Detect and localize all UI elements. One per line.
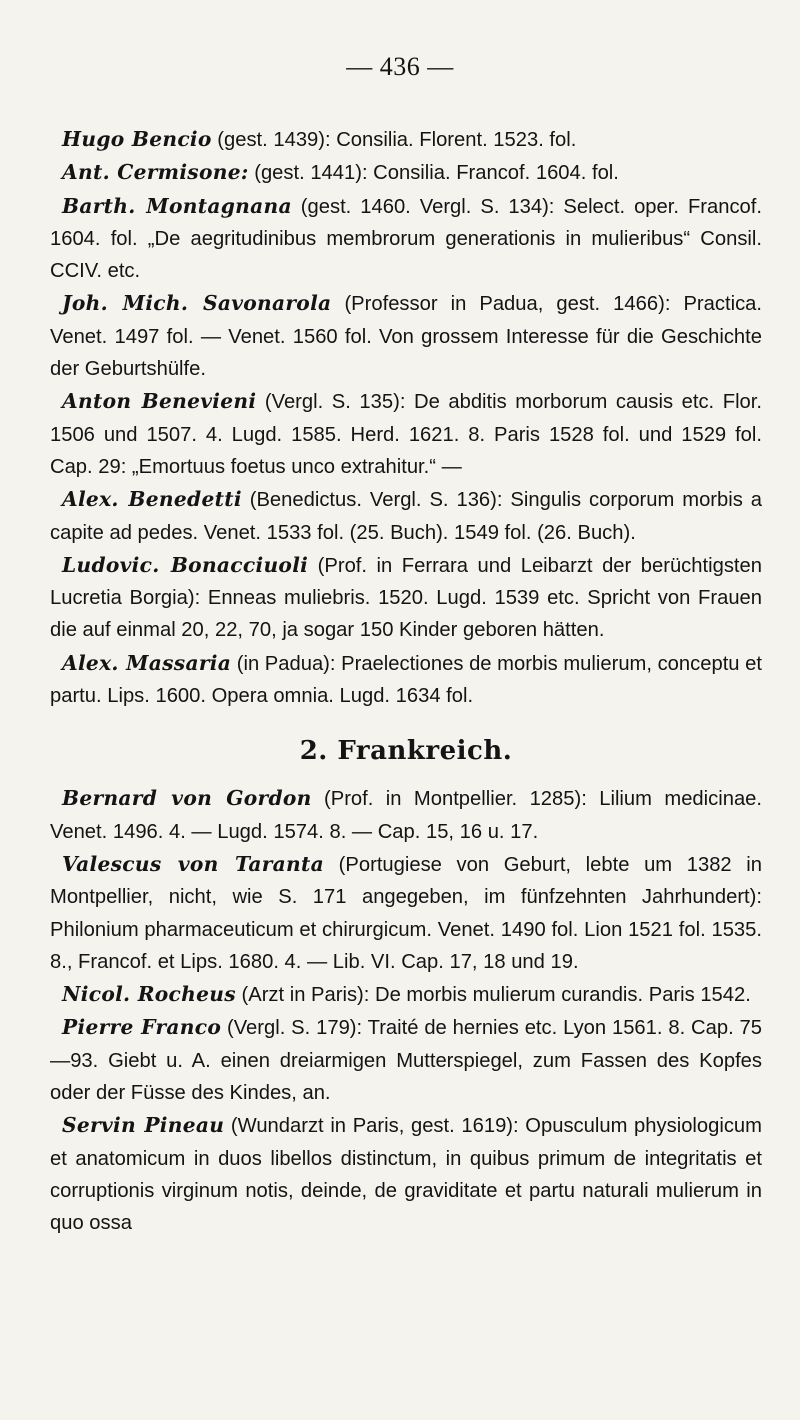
author-name: Barth. Montagnana <box>62 193 292 218</box>
bibliography-entry <box>50 287 762 385</box>
entry-text: (gest. 1441): Consilia. Francof. 1604. fol. <box>248 162 619 185</box>
bibliography-entry <box>50 782 762 848</box>
entry-text: (Vergl. S. 135): De abditis morborum causis etc. Flor. 1506 und 1507. 4. Lugd. 1585. Herd. 1621. 8. Paris 1528 fol. und 1529 fol. Cap. 29: „Emortuus foetus unco extrahitur.“ — <box>50 391 762 478</box>
entry-text: (Prof. in Ferrara und Leibarzt der berüchtigsten Lucretia Borgia): Enneas muliebris. 1520. Lugd. 1539 etc. Spricht von Frauen die auf einmal 20, 22, 70, ja sogar 150 Kinder geboren hätten. <box>50 554 762 642</box>
bibliography-entry <box>50 1109 762 1239</box>
entries <box>50 123 762 1240</box>
bibliography-entry <box>50 190 762 288</box>
entry-text: (Vergl. S. 179): Traité de hernies etc. Lyon 1561. 8. Cap. 75—93. Giebt u. A. einen dreiarmigen Mutterspiegel, zum Fassen des Kopfes oder der Füsse des Kindes, an. <box>50 1017 763 1105</box>
author-name: Bernard von Gordon <box>62 786 312 811</box>
author-name: Pierre Franco <box>62 1015 222 1040</box>
french-authors-list <box>50 782 762 1239</box>
bibliography-entry <box>50 123 762 156</box>
bibliography-entry <box>50 549 762 647</box>
bibliography-entry <box>50 483 762 549</box>
italian-authors-list <box>50 123 762 712</box>
entry-text: (Wundarzt in Paris, gest. 1619): Opusculum physiologicum et anatomicum in duos libellos distinctum, in quibus primum de integritatis et corruptionis virginum notis, deinde, de graviditate et partu naturali mulierum in quo ossa <box>50 1115 762 1235</box>
bibliography-entry <box>50 385 762 483</box>
author-name: Nicol. Rocheus <box>62 982 236 1007</box>
bibliography-entry <box>50 647 762 713</box>
entry-text: (Prof. in Montpellier. 1285): Lilium medicinae. Venet. 1496. 4. — Lugd. 1574. 8. — Cap. 15, 16 u. 17. <box>50 788 763 843</box>
entry-text: (in Padua): Praelectiones de morbis mulierum, conceptu et partu. Lips. 1600. Opera omnia. Lugd. 1634 fol. <box>50 652 762 708</box>
author-name: Alex. Benedetti <box>62 487 242 512</box>
page-number: — 436 — <box>346 52 454 81</box>
entry-text: (Benedictus. Vergl. S. 136): Singulis corporum morbis a capite ad pedes. Venet. 1533 fol. (25. Buch). 1549 fol. (26. Buch). <box>50 489 762 544</box>
bibliography-entry <box>50 848 762 978</box>
entry-text: (Arzt in Paris): De morbis mulierum curandis. Paris 1542. <box>235 984 751 1007</box>
author-name: Ant. Cermisone: <box>62 160 249 185</box>
entry-text: (gest. 1460. Vergl. S. 134): Select. oper. Francof. 1604. fol. „De aegritudinibus membrorum generationis in mulieribus“ Consil. CCIV. etc. <box>50 195 762 283</box>
author-name: Servin Pineau <box>62 1113 225 1138</box>
bibliography-entry <box>50 1011 762 1109</box>
author-name: Alex. Massaria <box>62 650 232 675</box>
bibliography-entry <box>50 978 762 1011</box>
author-name: Valescus von Taranta <box>62 851 325 876</box>
author-name: Hugo Bencio <box>62 127 212 151</box>
author-name: Anton Benevieni <box>62 389 257 414</box>
author-name: Ludovic. Bonacciuoli <box>62 552 309 577</box>
section-heading: 2. Frankreich. <box>299 736 513 767</box>
bibliography-entry <box>50 156 762 189</box>
entry-text: (gest. 1439): Consilia. Florent. 1523. fol. <box>211 129 577 151</box>
entry-text: (Professor in Padua, gest. 1466): Practica. Venet. 1497 fol. — Venet. 1560 fol. Von grossem Interesse für die Geschichte der Geburtshülfe. <box>50 293 762 381</box>
author-name: Joh. Mich. Savonarola <box>62 291 332 316</box>
entry-text: (Portugiese von Geburt, lebte um 1382 in Montpellier, nicht, wie S. 171 angegeben, im fünfzehnten Jahrhundert): Philonium pharmaceuticum et chirurgicum. Venet. 1490 fol. Lion 1521 fol. 1535. 8., Francof. et Lips. 1680. 4. — Lib. VI. Cap. 17, 18 und 19. <box>50 853 763 973</box>
